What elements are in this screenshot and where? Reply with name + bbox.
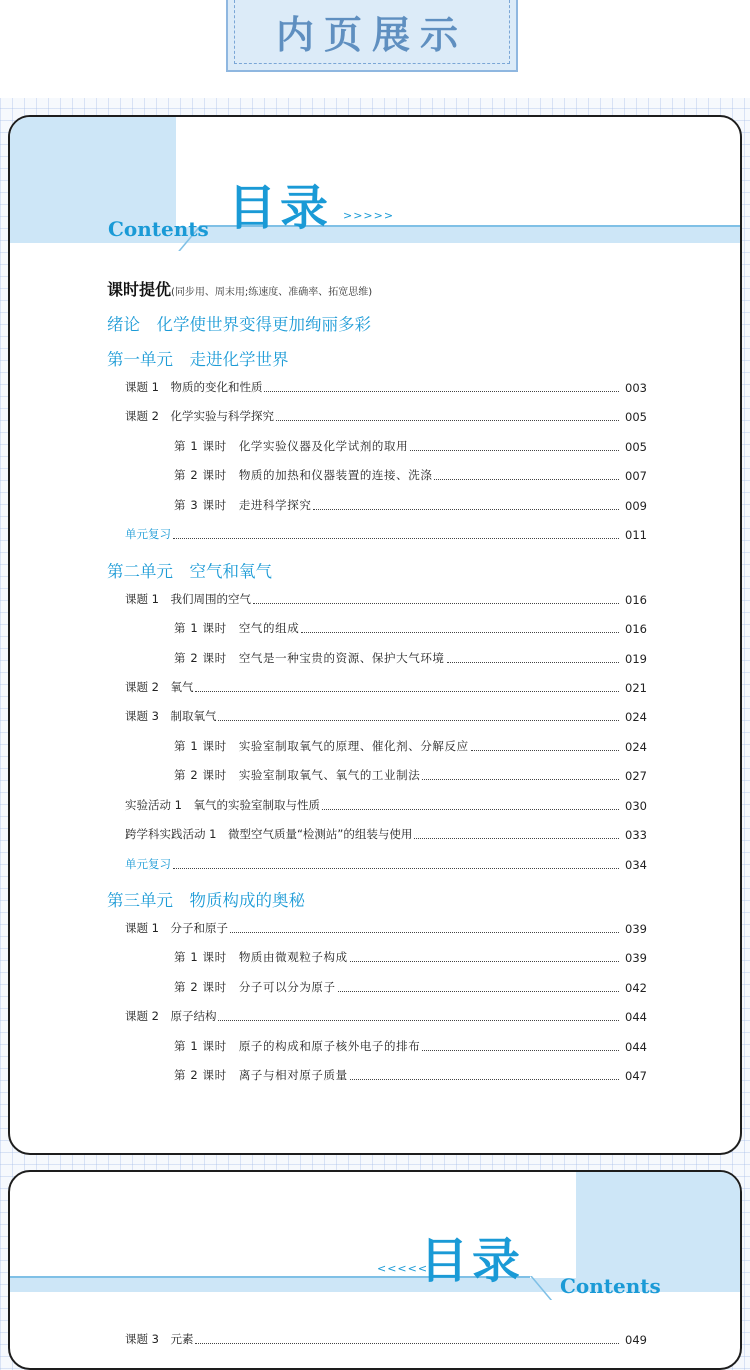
section-banner (226, 0, 518, 72)
leader-dots (195, 1343, 619, 1344)
toc-row-page: 016 (625, 622, 647, 636)
toc-row-page: 009 (625, 499, 647, 513)
toc-row[interactable] (125, 408, 647, 424)
leader-dots (322, 809, 619, 810)
leader-dots (447, 662, 620, 663)
toc-row-page: 027 (625, 769, 647, 783)
lesson-heading (107, 277, 372, 300)
toc-row-label: 课题 3 元素 (125, 1332, 194, 1346)
leader-dots (350, 1079, 619, 1080)
toc-row-page: 030 (625, 799, 647, 813)
toc-row-label: 第 2 课时 空气是一种宝贵的资源、保护大气环境 (174, 651, 445, 665)
header-gap (10, 243, 742, 253)
toc-row-page: 039 (625, 951, 647, 965)
toc-page-1 (8, 115, 742, 1155)
toc-page-2 (8, 1170, 742, 1370)
leader-dots (414, 838, 619, 839)
toc-row-label: 第 3 课时 走进科学探究 (174, 498, 312, 512)
toc-row[interactable] (125, 826, 647, 842)
toc-row-page: 042 (625, 981, 647, 995)
arrows-decoration: <<<<< (377, 1262, 429, 1275)
toc-row[interactable] (174, 650, 647, 666)
toc-row-page: 016 (625, 593, 647, 607)
toc-row[interactable] (174, 738, 647, 754)
toc-row[interactable] (125, 797, 647, 813)
toc-row-label: 第 1 课时 物质由微观粒子构成 (174, 950, 348, 964)
toc-row-label: 单元复习 (125, 857, 171, 871)
toc-row-page: 021 (625, 681, 647, 695)
toc-row[interactable] (125, 591, 647, 607)
leader-dots (338, 991, 619, 992)
toc-row-page: 024 (625, 710, 647, 724)
toc-row-page: 033 (625, 828, 647, 842)
toc-row-review[interactable] (125, 526, 647, 542)
banner-frame (234, 0, 510, 64)
toc-row-label: 第 2 课时 实验室制取氧气、氧气的工业制法 (174, 768, 421, 782)
toc-row[interactable] (174, 949, 647, 965)
toc-row-page: 007 (625, 469, 647, 483)
toc-row[interactable] (125, 1008, 647, 1024)
toc-row-page: 039 (625, 922, 647, 936)
toc-row-page: 024 (625, 740, 647, 754)
toc-row-page: 005 (625, 440, 647, 454)
toc-row-label: 课题 2 氧气 (125, 680, 194, 694)
toc-row[interactable] (125, 920, 647, 936)
toc-row-label: 第 2 课时 物质的加热和仪器装置的连接、洗涤 (174, 468, 433, 482)
toc-row[interactable] (125, 1331, 647, 1347)
toc-row-page: 044 (625, 1010, 647, 1024)
toc-row-label: 课题 1 物质的变化和性质 (125, 380, 263, 394)
toc-title: 目录 (420, 1233, 525, 1289)
toc-row-page: 047 (625, 1069, 647, 1083)
toc-row-label: 课题 2 化学实验与科学探究 (125, 409, 274, 423)
leader-dots (276, 420, 619, 421)
toc-row[interactable] (174, 1067, 647, 1083)
toc-row[interactable] (174, 497, 647, 513)
toc-row-page: 034 (625, 858, 647, 872)
toc-row[interactable] (125, 708, 647, 724)
toc-row-label: 课题 2 原子结构 (125, 1009, 217, 1023)
leader-dots (422, 779, 619, 780)
leader-dots (253, 603, 619, 604)
toc-title: 目录 (228, 180, 333, 236)
leader-dots (350, 961, 619, 962)
toc-row[interactable] (174, 438, 647, 454)
leader-dots (230, 932, 619, 933)
toc-row-page: 049 (625, 1333, 647, 1347)
leader-dots (195, 691, 619, 692)
leader-dots (422, 1050, 619, 1051)
toc-row-page: 003 (625, 381, 647, 395)
toc-row[interactable] (125, 679, 647, 695)
toc-row-label: 课题 1 分子和原子 (125, 921, 228, 935)
toc-row-page: 011 (625, 528, 647, 542)
unit-heading[interactable]: 第一单元 走进化学世界 (107, 350, 289, 369)
leader-dots (301, 632, 619, 633)
toc-row-review[interactable] (125, 856, 647, 872)
lesson-heading-subtitle: (同步用、周末用;练速度、准确率、拓宽思维) (171, 287, 373, 298)
intro-heading[interactable]: 绪论 化学使世界变得更加绚丽多彩 (107, 315, 371, 334)
banner-title: 内页展示 (275, 13, 468, 57)
toc-row[interactable] (174, 979, 647, 995)
arrows-decoration: >>>>> (343, 209, 395, 222)
leader-dots (434, 479, 619, 480)
toc-row-label: 第 2 课时 离子与相对原子质量 (174, 1068, 348, 1082)
toc-row-label: 第 2 课时 分子可以分为原子 (174, 980, 336, 994)
toc-row-label: 第 1 课时 空气的组成 (174, 621, 300, 635)
toc-row-page: 005 (625, 410, 647, 424)
leader-dots (173, 868, 619, 869)
leader-dots (264, 391, 619, 392)
toc-row-page: 044 (625, 1040, 647, 1054)
toc-row[interactable] (125, 379, 647, 395)
leader-dots (313, 509, 619, 510)
leader-dots (218, 720, 619, 721)
toc-row-label: 单元复习 (125, 527, 171, 541)
leader-dots (218, 1020, 619, 1021)
leader-dots (471, 750, 619, 751)
toc-row[interactable] (174, 767, 647, 783)
unit-heading[interactable]: 第三单元 物质构成的奥秘 (107, 891, 305, 910)
toc-row[interactable] (174, 1038, 647, 1054)
lesson-heading-title: 课时提优 (107, 280, 172, 299)
toc-row[interactable] (174, 467, 647, 483)
unit-heading[interactable]: 第二单元 空气和氧气 (107, 562, 272, 581)
toc-row-page: 019 (625, 652, 647, 666)
toc-row-label: 实验活动 1 氧气的实验室制取与性质 (125, 798, 320, 812)
contents-label: Contents (560, 1274, 661, 1298)
toc-row-label: 第 1 课时 化学实验仪器及化学试剂的取用 (174, 439, 409, 453)
contents-label: Contents (108, 217, 209, 241)
leader-dots (173, 538, 619, 539)
toc-row[interactable] (174, 620, 647, 636)
toc-row-label: 课题 3 制取氧气 (125, 709, 217, 723)
toc-row-label: 第 1 课时 实验室制取氧气的原理、催化剂、分解反应 (174, 739, 469, 753)
toc-row-label: 课题 1 我们周围的空气 (125, 592, 251, 606)
leader-dots (410, 450, 619, 451)
toc-row-label: 跨学科实践活动 1 微型空气质量“检测站”的组装与使用 (125, 827, 413, 841)
toc-row-label: 第 1 课时 原子的构成和原子核外电子的排布 (174, 1039, 421, 1053)
